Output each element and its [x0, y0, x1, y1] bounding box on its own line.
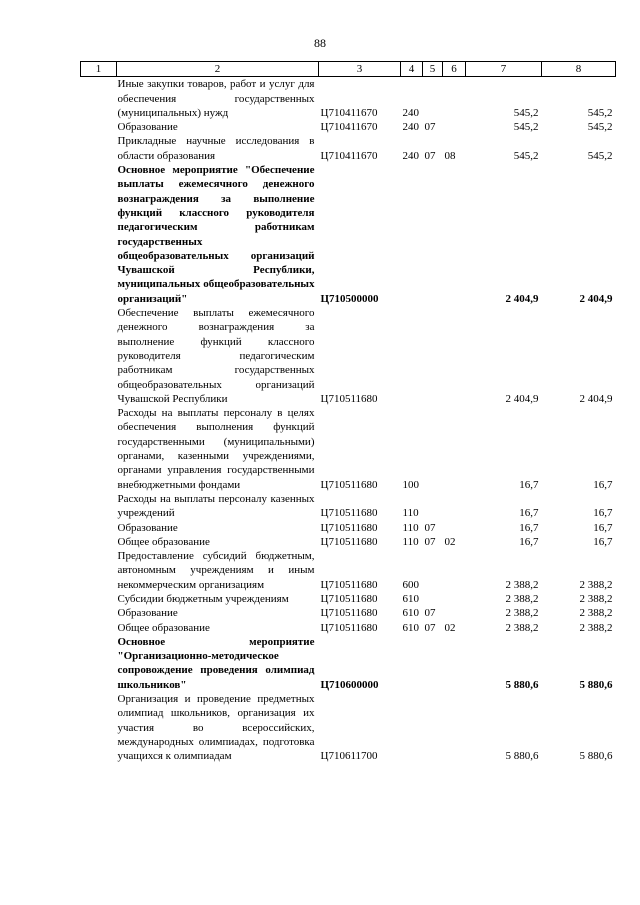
subsection: 08: [444, 149, 456, 162]
subsection: [443, 406, 466, 492]
amount-col7: 2 388,2: [505, 592, 539, 605]
row-name: Расходы на выплаты персоналу казенных учреждений: [117, 492, 315, 520]
cell-number: [81, 134, 117, 163]
amount-col7: 545,2: [513, 106, 539, 119]
cell-number: [81, 120, 117, 134]
row-name: Иные закупки товаров, работ и услуг для обеспечения государственных (муниципальных) нужд: [117, 78, 315, 119]
amount-col8: 545,2: [587, 106, 613, 119]
amount-col8: 2 404,9: [579, 292, 613, 305]
target-code: Ц710611700: [320, 750, 378, 763]
column-header-row: [81, 62, 616, 77]
cell-number: [81, 163, 117, 306]
row-name: Общее образование: [117, 621, 210, 634]
amount-col8: 2 388,2: [579, 607, 613, 620]
row-name: Субсидии бюджетным учреждениям: [117, 592, 289, 605]
table-row: [81, 692, 616, 763]
table-row: [81, 635, 616, 692]
target-code: Ц710511680: [320, 521, 378, 534]
amount-col7: 16,7: [519, 507, 539, 520]
table-row: [81, 606, 616, 620]
subsection: [443, 521, 466, 535]
table-row: [81, 621, 616, 635]
amount-col8: 2 388,2: [579, 621, 613, 634]
table-row: [81, 592, 616, 606]
target-code: Ц710511680: [320, 621, 378, 634]
target-code: Ц710511680: [320, 392, 378, 405]
row-name: Организация и проведение предметных олимпиад школьников, организация их участия во всероссийских, международных олимпиадах, подготовка учащихся к олимпиадам: [117, 693, 315, 763]
section: [423, 592, 443, 606]
column-header: 6: [443, 62, 466, 77]
amount-col8: 5 880,6: [579, 750, 613, 763]
amount-col8: 2 388,2: [579, 592, 613, 605]
section: [423, 306, 443, 406]
amount-col8: 545,2: [587, 149, 613, 162]
target-code: Ц710511680: [320, 507, 378, 520]
cell-number: [81, 592, 117, 606]
cell-number: [81, 77, 117, 120]
amount-col7: 5 880,6: [505, 750, 539, 763]
column-header: 1: [81, 62, 117, 77]
expense-type: 110: [402, 521, 419, 534]
row-name: Предоставление субсидий бюджетным, автономным учреждениям и иным некоммерческим организациям: [117, 550, 315, 591]
expense-type: 240: [402, 106, 419, 119]
cell-number: [81, 492, 117, 521]
page-number: 88: [314, 36, 326, 50]
subsection: [443, 549, 466, 592]
expense-type: 240: [402, 149, 419, 162]
amount-col8: 16,7: [593, 535, 613, 548]
target-code: Ц710411670: [320, 106, 378, 119]
table-row: [81, 406, 616, 492]
expense-type: [401, 306, 423, 406]
cell-number: [81, 406, 117, 492]
cell-number: [81, 535, 117, 549]
subsection: [443, 692, 466, 763]
section: [423, 163, 443, 306]
amount-col8: 2 388,2: [579, 578, 613, 591]
subsection: [443, 492, 466, 521]
row-name: Основное мероприятие "Организационно-методическое сопровождение проведения олимпиад школьников": [117, 635, 315, 691]
subsection: [443, 120, 466, 134]
cell-number: [81, 306, 117, 406]
cell-number: [81, 621, 117, 635]
amount-col8: 16,7: [593, 521, 613, 534]
budget-table: [80, 61, 616, 764]
subsection: [443, 77, 466, 120]
section: [423, 406, 443, 492]
target-code: Ц710511680: [320, 578, 378, 591]
table-row: [81, 77, 616, 120]
table-row: [81, 549, 616, 592]
amount-col7: 545,2: [513, 121, 539, 134]
expense-type: 610: [402, 621, 419, 634]
row-name: Основное мероприятие "Обеспечение выплаты ежемесячного денежного вознаграждения за выполнение функций классного руководителя педагогическим работникам государственных общеобразовательных организаций Чувашской Республики, муниципальных общеобразовательных организаций": [117, 164, 315, 305]
amount-col7: 2 388,2: [505, 607, 539, 620]
amount-col7: 16,7: [519, 478, 539, 491]
section: 07: [424, 607, 436, 620]
table-row: [81, 492, 616, 521]
row-name: Расходы на выплаты персоналу в целях обеспечения выполнения функций государственными (муниципальными) органами, казенными учреждениями, органами управления государственными внебюджетными фондами: [117, 407, 315, 491]
row-name: Образование: [117, 521, 178, 534]
subsection: [443, 592, 466, 606]
amount-col7: 545,2: [513, 149, 539, 162]
section: [423, 492, 443, 521]
subsection: [443, 635, 466, 692]
row-name: Образование: [117, 121, 178, 134]
table-row: [81, 535, 616, 549]
table-row: [81, 120, 616, 134]
expense-type: 240: [402, 121, 419, 134]
amount-col8: 545,2: [587, 121, 613, 134]
row-name: Прикладные научные исследования в области образования: [117, 135, 315, 162]
table-body: [81, 77, 616, 764]
section: [423, 549, 443, 592]
table-row: [81, 134, 616, 163]
expense-type: 110: [402, 507, 419, 520]
row-name: Образование: [117, 607, 178, 620]
subsection: 02: [444, 621, 456, 634]
table-row: [81, 521, 616, 535]
target-code: Ц710511680: [320, 592, 378, 605]
column-header: 7: [466, 62, 542, 77]
cell-number: [81, 692, 117, 763]
expense-type: 100: [402, 478, 419, 491]
cell-number: [81, 635, 117, 692]
expense-type: 600: [402, 578, 419, 591]
amount-col7: 2 388,2: [505, 578, 539, 591]
section: 07: [424, 535, 436, 548]
amount-col7: 16,7: [519, 535, 539, 548]
expense-type: [401, 635, 423, 692]
column-header: 2: [117, 62, 319, 77]
amount-col8: 16,7: [593, 507, 613, 520]
expense-type: [401, 163, 423, 306]
amount-col7: 16,7: [519, 521, 539, 534]
target-code: Ц710411670: [320, 149, 378, 162]
row-name: Обеспечение выплаты ежемесячного денежного вознаграждения за выполнение функций классного руководителя педагогическим работникам государственных общеобразовательных организаций Чувашской Республики: [117, 307, 315, 405]
cell-number: [81, 521, 117, 535]
subsection: [443, 163, 466, 306]
target-code: Ц710511680: [320, 607, 378, 620]
amount-col7: 2 388,2: [505, 621, 539, 634]
table-row: [81, 306, 616, 406]
amount-col7: 2 404,9: [505, 292, 539, 305]
table-row: [81, 163, 616, 306]
column-header: 5: [423, 62, 443, 77]
target-code: Ц710511680: [320, 535, 378, 548]
row-name: Общее образование: [117, 535, 210, 548]
section: 07: [424, 149, 436, 162]
section: 07: [424, 521, 436, 534]
amount-col8: 16,7: [593, 478, 613, 491]
column-header: 3: [319, 62, 401, 77]
amount-col8: 2 404,9: [579, 392, 613, 405]
subsection: [443, 306, 466, 406]
subsection: 02: [444, 535, 456, 548]
section: 07: [424, 121, 436, 134]
cell-number: [81, 606, 117, 620]
amount-col7: 5 880,6: [505, 678, 539, 691]
amount-col8: 5 880,6: [579, 678, 613, 691]
section: [423, 635, 443, 692]
section: 07: [424, 621, 436, 634]
amount-col7: 2 404,9: [505, 392, 539, 405]
target-code: Ц710511680: [320, 478, 378, 491]
target-code: Ц710411670: [320, 121, 378, 134]
target-code: Ц710600000: [320, 678, 379, 691]
subsection: [443, 606, 466, 620]
expense-type: 110: [402, 535, 419, 548]
expense-type: [401, 692, 423, 763]
expense-type: 610: [402, 607, 419, 620]
section: [423, 692, 443, 763]
column-header: 4: [401, 62, 423, 77]
target-code: Ц710500000: [320, 292, 379, 305]
section: [423, 77, 443, 120]
column-header: 8: [542, 62, 616, 77]
expense-type: 610: [402, 592, 419, 605]
cell-number: [81, 549, 117, 592]
